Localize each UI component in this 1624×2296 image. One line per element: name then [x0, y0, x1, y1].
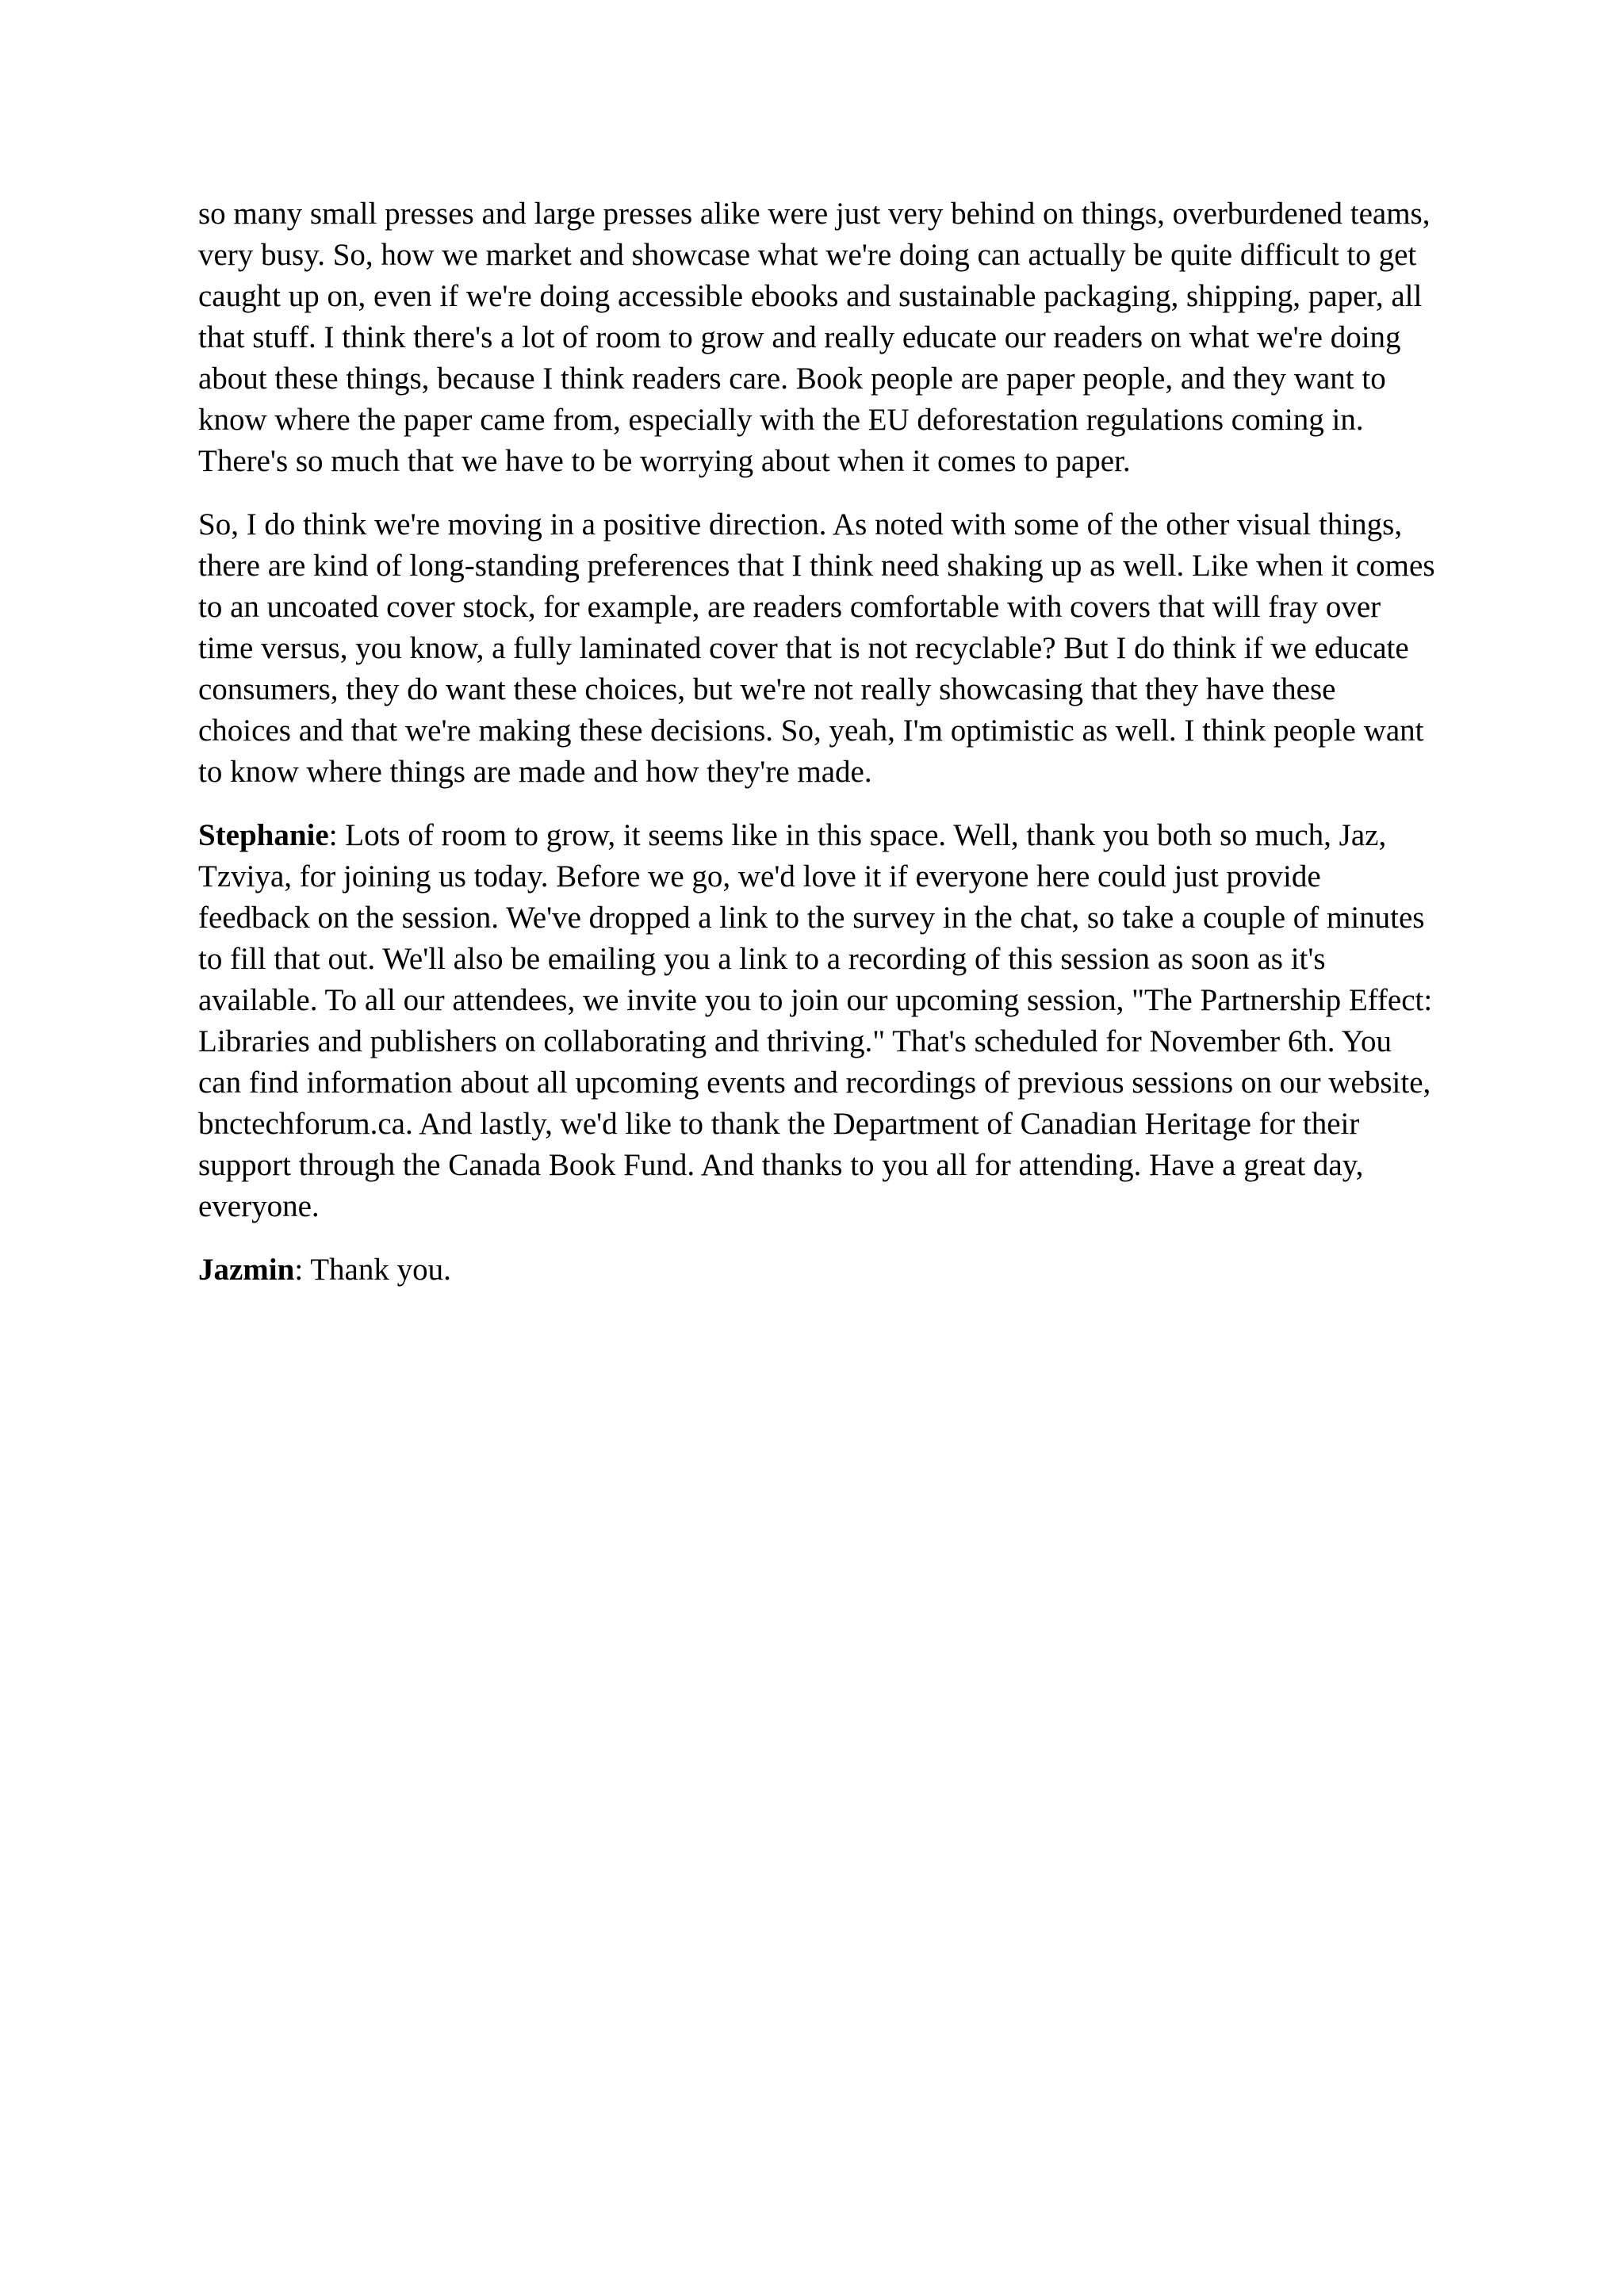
paragraph-text: Lots of room to grow, it seems like in this space. Well, thank you both so much, Jaz, Tzviya, for joining us today. Before we go, we'd love it if everyone here could just provide feedback on the session. We've dropped a link to the survey in the chat, so take a couple of minutes to fill that out. We'll also be emailing you a link to a recording of this session as soon as it's available. To all our attendees, we invite you to join our upcoming session, "The Partnership Effect: Libraries and publishers on collaborating and thriving." That's scheduled for November 6th. You can find information about all upcoming events and recordings of previous sessions on our website, bnctechforum.ca. And lastly, we'd like to thank the Department of Canadian Heritage for their support through the Canada Book Fund. And thanks to you all for attending. Have a great day, everyone.	[198, 818, 1433, 1223]
paragraph-1	[198, 193, 1435, 482]
transcript-body	[198, 193, 1435, 1313]
speaker-name: Stephanie	[198, 818, 329, 852]
speaker-name: Jazmin	[198, 1253, 295, 1287]
speaker-separator: :	[294, 1253, 311, 1287]
paragraph-2	[198, 504, 1435, 793]
paragraph-3	[198, 815, 1435, 1227]
paragraph-4	[198, 1249, 1435, 1291]
paragraph-text: So, I do think we're moving in a positive direction. As noted with some of the other visual things, there are kind of long-standing preferences that I think need shaking up as well. Like when it comes to an uncoated cover stock, for example, are readers comfortable with covers that will fray over time versus, you know, a fully laminated cover that is not recyclable? But I do think if we educate consumers, they do want these choices, but we're not really showcasing that they have these choices and that we're making these decisions. So, yeah, I'm optimistic as well. I think people want to know where things are made and how they're made.	[198, 507, 1435, 789]
paragraph-text: so many small presses and large presses alike were just very behind on things, overburdened teams, very busy. So, how we market and showcase what we're doing can actually be quite difficult to get caught up on, even if we're doing accessible ebooks and sustainable packaging, shipping, paper, all that stuff. I think there's a lot of room to grow and really educate our readers on what we're doing about these things, because I think readers care. Book people are paper people, and they want to know where the paper came from, especially with the EU deforestation regulations coming in. There's so much that we have to be worrying about when it comes to paper.	[198, 197, 1431, 478]
paragraph-text: Thank you.	[310, 1253, 451, 1287]
speaker-separator: :	[328, 818, 346, 852]
